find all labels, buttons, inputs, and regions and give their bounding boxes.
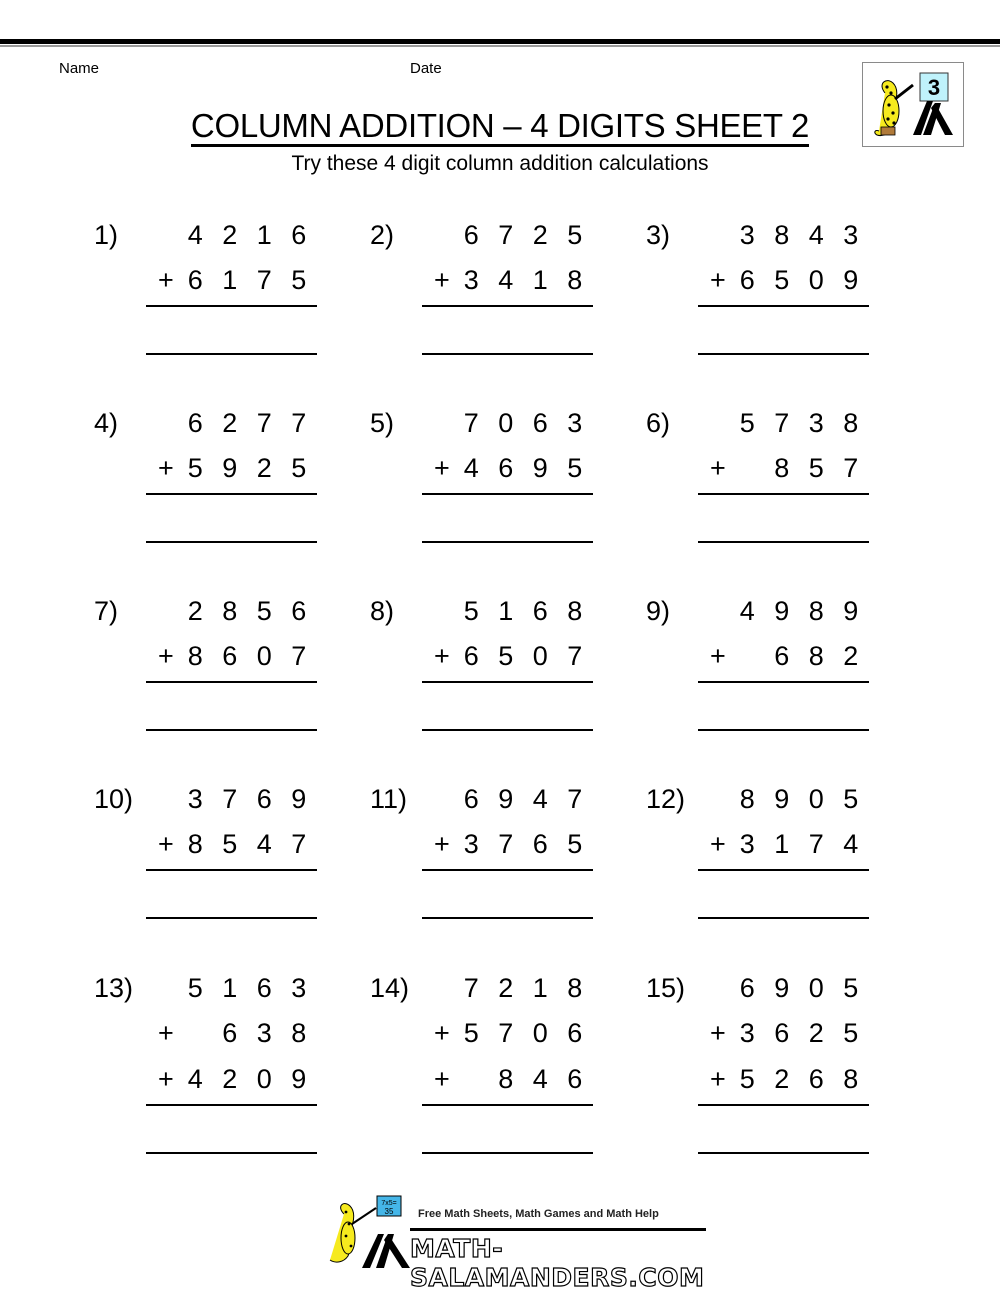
plus-sign: + [710,265,726,295]
sum-line [698,681,869,683]
footer-branding[interactable] [322,1194,712,1292]
sum-line [698,493,869,495]
addend-2: + 6 3 8 [158,1018,307,1048]
addend-3: + 5 2 6 8 [710,1064,859,1094]
salamander-logo [862,62,964,147]
sum-line [146,1104,317,1106]
plus-sign: + [710,1064,726,1094]
answer-line[interactable] [422,917,593,919]
addend-2: + 3 1 7 4 [710,829,859,859]
salamander-easel-icon [863,63,963,146]
plus-sign: + [158,1018,174,1048]
addend-3: + 4 2 0 9 [158,1064,307,1094]
plus-sign: + [434,1064,450,1094]
problem-number: 11) [370,784,408,814]
plus-sign: + [158,641,174,671]
addend-1: 5 1 6 3 [187,973,307,1003]
addend-2: + 3 4 1 8 [434,265,583,295]
sum-line [698,1104,869,1106]
answer-line[interactable] [422,541,593,543]
sum-line [422,869,593,871]
sum-line [146,493,317,495]
page-title [0,106,1000,146]
addend-2: + 6 5 0 7 [434,641,583,671]
plus-sign: + [434,265,450,295]
problem-number: 1) [94,220,119,250]
problem-number: 4) [94,408,119,438]
answer-line[interactable] [422,729,593,731]
addend-2: + 3 6 2 5 [710,1018,859,1048]
footer-tagline: Free Math Sheets, Math Games and Math Help [418,1208,659,1220]
answer-line[interactable] [146,353,317,355]
addend-1: 3 7 6 9 [187,784,307,814]
addend-1: 4 2 1 6 [187,220,307,250]
addend-1: 4 9 8 9 [739,596,859,626]
answer-line[interactable] [698,917,869,919]
sum-line [422,681,593,683]
addend-1: 5 7 3 8 [739,408,859,438]
plus-sign: + [710,453,726,483]
footer-brand-name[interactable]: MATH-SALAMANDERS.COM [410,1234,705,1292]
addend-1: 3 8 4 3 [739,220,859,250]
answer-line[interactable] [698,353,869,355]
svg-text:7x5=: 7x5= [381,1200,397,1207]
top-border-thick [0,39,1000,44]
problem-number: 2) [370,220,395,250]
plus-sign: + [158,265,174,295]
addend-1: 2 8 5 6 [187,596,307,626]
addend-2: + 6 5 0 9 [710,265,859,295]
addend-2: + 8 5 7 [710,453,859,483]
addend-1: 8 9 0 5 [739,784,859,814]
plus-sign: + [158,829,174,859]
sum-line [146,869,317,871]
problem-number: 8) [370,596,395,626]
name-label: Name [59,60,100,77]
addend-2: + 6 8 2 [710,641,859,671]
problem-number: 9) [646,596,671,626]
addend-2: + 6 1 7 5 [158,265,307,295]
page-subtitle: Try these 4 digit column addition calculations [291,152,709,175]
footer-divider [410,1228,706,1231]
plus-sign: + [710,641,726,671]
addend-1: 6 9 0 5 [739,973,859,1003]
addend-1: 5 1 6 8 [463,596,583,626]
sum-line [146,305,317,307]
problem-number: 12) [646,784,686,814]
problem-number: 10) [94,784,134,814]
sum-line [422,305,593,307]
answer-line[interactable] [698,541,869,543]
sum-line [422,493,593,495]
plus-sign: + [434,453,450,483]
addend-1: 6 9 4 7 [463,784,583,814]
plus-sign: + [710,1018,726,1048]
addend-3: + 8 4 6 [434,1064,583,1094]
problem-number: 6) [646,408,671,438]
logo-grade: 3 [927,75,941,100]
plus-sign: + [434,829,450,859]
addend-1: 6 2 7 7 [187,408,307,438]
answer-line[interactable] [698,1152,869,1154]
answer-line[interactable] [698,729,869,731]
addend-1: 6 7 2 5 [463,220,583,250]
sum-line [698,869,869,871]
addend-2: + 8 6 0 7 [158,641,307,671]
page-title-text: COLUMN ADDITION – 4 DIGITS SHEET 2 [191,107,809,147]
problem-number: 5) [370,408,395,438]
top-border-thin [0,45,1000,47]
addend-1: 7 0 6 3 [463,408,583,438]
addend-2: + 5 7 0 6 [434,1018,583,1048]
date-label: Date [410,60,442,77]
svg-text:35: 35 [384,1207,394,1216]
answer-line[interactable] [146,729,317,731]
plus-sign: + [158,1064,174,1094]
answer-line[interactable] [146,1152,317,1154]
plus-sign: + [434,641,450,671]
sum-line [422,1104,593,1106]
plus-sign: + [710,829,726,859]
sum-line [146,681,317,683]
plus-sign: + [158,453,174,483]
answer-line[interactable] [422,353,593,355]
addend-2: + 5 9 2 5 [158,453,307,483]
problem-number: 14) [370,973,410,1003]
answer-line[interactable] [422,1152,593,1154]
answer-line[interactable] [146,917,317,919]
addend-2: + 8 5 4 7 [158,829,307,859]
problem-number: 13) [94,973,134,1003]
sum-line [698,305,869,307]
addend-2: + 3 7 6 5 [434,829,583,859]
addend-2: + 4 6 9 5 [434,453,583,483]
addend-1: 7 2 1 8 [463,973,583,1003]
answer-line[interactable] [146,541,317,543]
plus-sign: + [434,1018,450,1048]
salamander-mascot-icon [322,1194,412,1269]
problem-number: 15) [646,973,686,1003]
problem-number: 7) [94,596,119,626]
problem-number: 3) [646,220,671,250]
